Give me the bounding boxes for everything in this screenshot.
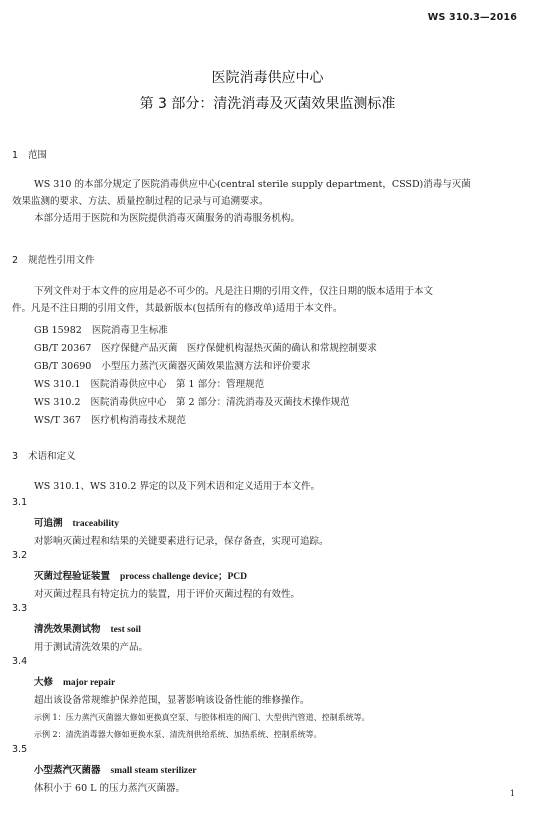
term-number: 3.3: [12, 603, 28, 614]
scope-paragraph-line2: 效果监测的要求、方法、质量控制过程的记录与可追溯要求。: [12, 196, 269, 207]
term-chinese: 可追溯: [34, 518, 63, 529]
section-1-heading: [12, 147, 47, 161]
scope-paragraph-line1: WS 310 的本部分规定了医院消毒供应中心(central sterile supply department，CSSD)消毒与灭菌: [34, 179, 471, 190]
term-example: 示例 1：压力蒸汽灭菌器大修如更换真空泵、与腔体相连的阀门、大型供汽管道、控制系统等。: [34, 713, 370, 722]
term-definition: 超出该设备常规维护保养范围，显著影响该设备性能的维修操作。: [34, 695, 310, 706]
page-number: 1: [509, 789, 515, 798]
section-title: 术语和定义: [28, 451, 76, 462]
term-chinese: 清洗效果测试物: [34, 624, 101, 635]
term-heading: [34, 674, 115, 688]
reference-title: 医院消毒供应中心 第 2 部分：清洗消毒及灭菌技术操作规范: [90, 397, 350, 408]
section-number: 2: [12, 255, 19, 266]
reference-item: [34, 358, 310, 372]
term-definition: 用于测试清洗效果的产品。: [34, 642, 149, 653]
reference-item: [34, 322, 168, 336]
reference-code: WS 310.2: [34, 397, 81, 408]
term-heading: [34, 621, 141, 635]
term-example: 示例 2：清洗消毒器大修如更换水泵、清洗剂供给系统、加热系统、控制系统等。: [34, 730, 322, 739]
term-chinese: 大修: [34, 677, 54, 688]
reference-item: [34, 394, 350, 408]
section-title: 范围: [28, 150, 48, 161]
term-english: process challenge device；PCD: [120, 572, 248, 582]
terms-intro: WS 310.1、WS 310.2 界定的以及下列术语和定义适用于本文件。: [34, 481, 320, 492]
section-3-heading: [12, 448, 76, 462]
reference-title: 医疗保健产品灭菌 医疗保健机构湿热灭菌的确认和常规控制要求: [101, 343, 377, 354]
term-english: traceability: [72, 519, 119, 529]
normative-refs-paragraph-line2: 件。凡是不注日期的引用文件，其最新版本(包括所有的修改单)适用于本文件。: [12, 303, 343, 314]
reference-code: GB/T 20367: [34, 343, 92, 354]
reference-code: GB 15982: [34, 325, 82, 336]
document-title-line1: 医院消毒供应中心: [211, 70, 324, 86]
term-heading: [34, 762, 197, 776]
term-definition: 体积小于 60 L 的压力蒸汽灭菌器。: [34, 783, 185, 794]
scope-paragraph-2: 本部分适用于医院和为医院提供消毒灭菌服务的消毒服务机构。: [34, 213, 301, 224]
section-title: 规范性引用文件: [28, 255, 95, 266]
term-chinese: 灭菌过程验证装置: [34, 571, 111, 582]
term-chinese: 小型蒸汽灭菌器: [34, 765, 101, 776]
reference-title: 小型压力蒸汽灭菌器灭菌效果监测方法和评价要求: [101, 361, 311, 372]
reference-title: 医院消毒卫生标准: [91, 325, 168, 336]
section-number: 3: [12, 451, 19, 462]
term-number: 3.1: [12, 497, 28, 508]
standard-code-header: WS 310.3—2016: [427, 12, 517, 23]
term-english: major repair: [63, 678, 116, 688]
reference-code: GB/T 30690: [34, 361, 92, 372]
reference-title: 医院消毒供应中心 第 1 部分：管理规范: [90, 379, 265, 390]
term-number: 3.5: [12, 744, 28, 755]
term-number: 3.4: [12, 656, 28, 667]
term-english: small steam sterilizer: [110, 766, 197, 776]
section-number: 1: [12, 150, 19, 161]
reference-code: WS 310.1: [34, 379, 81, 390]
section-2-heading: [12, 252, 95, 266]
term-definition: 对影响灭菌过程和结果的关键要素进行记录，保存备查，实现可追踪。: [34, 536, 329, 547]
normative-refs-paragraph-line1: 下列文件对于本文件的应用是必不可少的。凡是注日期的引用文件，仅注日期的版本适用于本文: [34, 286, 434, 297]
reference-title: 医疗机构消毒技术规范: [90, 415, 186, 426]
document-title-line2: 第 3 部分：清洗消毒及灭菌效果监测标准: [139, 96, 396, 112]
term-definition: 对灭菌过程具有特定抗力的装置，用于评价灭菌过程的有效性。: [34, 589, 301, 600]
term-english: test soil: [110, 625, 141, 635]
reference-item: [34, 340, 377, 354]
term-heading: [34, 568, 247, 582]
reference-item: [34, 412, 186, 426]
term-heading: [34, 515, 119, 529]
reference-code: WS/T 367: [34, 415, 81, 426]
term-number: 3.2: [12, 550, 28, 561]
reference-item: [34, 376, 264, 390]
